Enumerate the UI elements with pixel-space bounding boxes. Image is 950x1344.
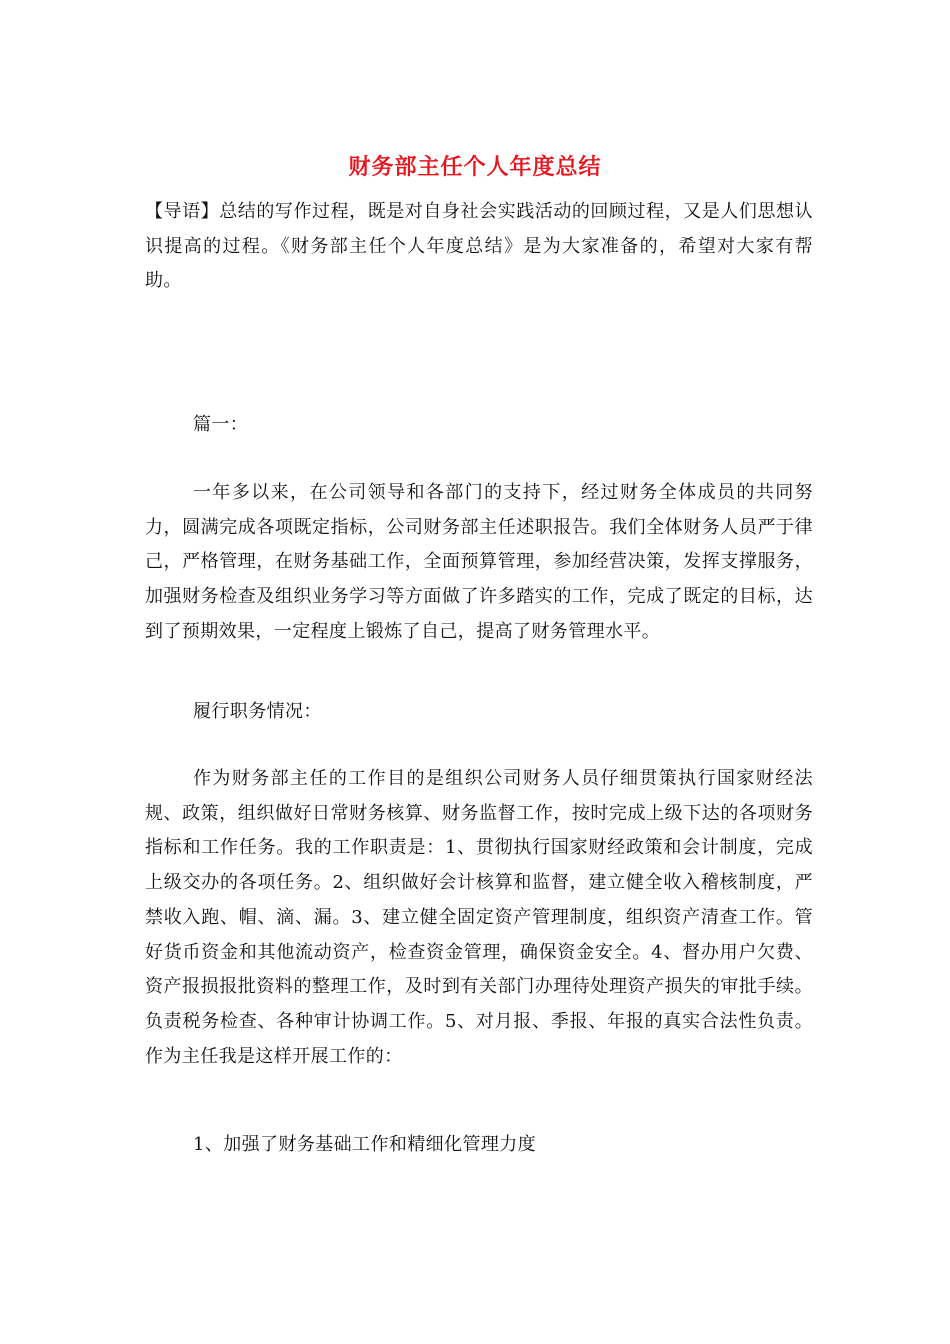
document-title: 财务部主任个人年度总结 <box>348 154 602 180</box>
duties-heading: 履行职务情况： <box>193 701 322 722</box>
list-item-1: 1、加强了财务基础工作和精细化管理力度 <box>193 1134 537 1155</box>
section-label: 篇一： <box>193 414 249 435</box>
paragraph-duties: 作为财务部主任的工作目的是组织公司财务人员仔细贯策执行国家财经法规、政策，组织做好日常财务核算、财务监督工作，按时完成上级下达的各项财务指标和工作任务。我的工作职责是：1、贯彻执行国家财经政策和会计制度，完成上级交办的各项任务。2、组织做好会计核算和监督，建立健全收入稽核制度，严禁收入跑、帽、滴、漏。3、建立健全固定资产管理制度，组织资产清查工作。管好货币资金和其他流动资产，检查资金管理，确保资金安全。4、督办用户欠费、资产报损报批资料的整理工作，及时到有关部门办理待处理资产损失的审批手续。负责税务检查、各种审计协调工作。5、对月报、季报、年报的真实合法性负责。作为主任我是这样开展工作的： <box>145 768 813 1067</box>
paragraph-summary: 一年多以来，在公司领导和各部门的支持下，经过财务全体成员的共同努力，圆满完成各项既定指标，公司财务部主任述职报告。我们全体财务人员严于律己，严格管理，在财务基础工作，全面预算管理，参加经营决策，发挥支撑服务，加强财务检查及组织业务学习等方面做了许多踏实的工作，完成了既定的目标，达到了预期效果，一定程度上锻炼了自己，提高了财务管理水平。 <box>145 482 813 642</box>
intro-paragraph: 【导语】总结的写作过程，既是对自身社会实践活动的回顾过程，又是人们思想认识提高的过程。《财务部主任个人年度总结》是为大家准备的，希望对大家有帮助。 <box>145 201 813 292</box>
